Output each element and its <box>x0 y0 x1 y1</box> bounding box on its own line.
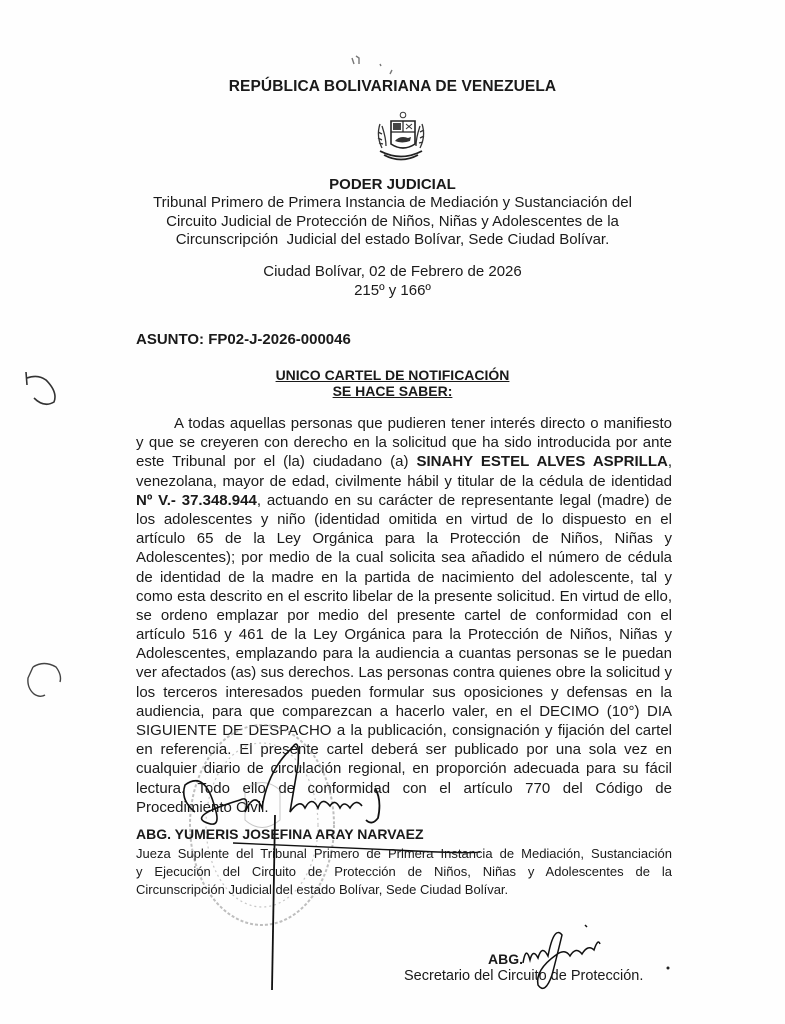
judge-role-line: Jueza Suplente del Tribunal Primero de Primera Instancia de Mediación, Sustanciación <box>136 846 672 861</box>
body-line <box>136 798 672 817</box>
body-line <box>136 529 672 548</box>
body-line <box>136 452 672 471</box>
court-line: Circuito Judicial de Protección de Niños, Niñas y Adolescentes de la <box>166 212 619 230</box>
emphasized-text: Nº V.- 37.348.944 <box>136 491 257 509</box>
body-text-segment: lectura. Todo ello de conformidad con el artículo 770 del Código de <box>136 779 672 797</box>
country-heading: REPÚBLICA BOLIVARIANA DE VENEZUELA <box>228 78 557 95</box>
body-line <box>136 625 672 644</box>
body-line <box>136 491 672 510</box>
body-line <box>136 759 672 778</box>
notice-body <box>136 414 672 817</box>
court-line: Tribunal Primero de Primera Instancia de Mediación y Sustanciación del <box>153 194 632 211</box>
venezuela-coat-of-arms-icon <box>372 110 430 165</box>
body-text-segment: este Tribunal por el (la) ciudadano (a) <box>136 453 417 471</box>
judge-name: ABG. YUMERIS JOSEFINA ARAY NARVAEZ <box>136 826 424 842</box>
case-subject <box>136 331 351 348</box>
notice-title-line-1: UNICO CARTEL DE NOTIFICACIÓN <box>275 367 510 383</box>
body-line <box>136 721 672 740</box>
body-line <box>136 548 672 567</box>
years-of-independence: 215º y 166º <box>354 281 431 299</box>
body-line <box>136 740 672 759</box>
body-text-segment: artículo 516 y 461 de la Ley Orgánica para la Protección de Niños, Niñas y <box>136 626 672 644</box>
subject-label: ASUNTO: <box>136 331 205 348</box>
institution-heading: PODER JUDICIAL <box>329 176 456 193</box>
body-text-segment: , <box>667 453 672 471</box>
body-text-segment: Adolescentes); por medio de la cual solicita sea añadido el número de cédula <box>136 549 672 567</box>
body-text-segment: y que se creyeren con derecho en la solicitud que ha sido introducida por ante <box>136 434 672 452</box>
body-text-segment: Procedimiento Civil. <box>136 798 269 816</box>
body-text-segment: los terceros interesados pueden formular sus oposiciones y defensas en la <box>136 683 672 701</box>
body-line <box>136 702 672 721</box>
body-text-segment: como esta descrito en el escrito libelar de la presente solicitud. En virtud de ello, <box>136 587 672 605</box>
judge-role-line: Circunscripción Judicial del estado Bolívar, Sede Ciudad Bolívar. <box>136 882 509 897</box>
speck <box>667 967 670 970</box>
body-text-segment: Adolescentes, emplazando para la audiencia a cuantas personas se le puedan <box>136 645 672 663</box>
body-line <box>136 587 672 606</box>
body-text-segment: cualquier diario de circulación regional, en proporción adecuada para su fácil <box>136 760 672 778</box>
body-text-segment: los adolescentes y niño (identidad omitida en virtud de lo dispuesto en el <box>136 510 672 528</box>
place-date: Ciudad Bolívar, 02 de Febrero de 2026 <box>263 263 522 280</box>
body-line <box>136 644 672 663</box>
notice-title-line-2: SE HACE SABER: <box>332 382 453 399</box>
body-text-segment: de identidad de la madre en la partida de nacimiento del adolescente, tal y <box>136 568 672 586</box>
body-text-segment: SIGUIENTE DE DESPACHO a la publicación, consignación y fijación del cartel <box>136 722 672 739</box>
body-text-segment: , actuando en su carácter de representante legal (madre) de <box>256 491 672 509</box>
body-text-segment: artículo 65 de la Ley Orgánica para la Protección de Niños, Niñas y <box>136 530 672 548</box>
body-text-segment: ver afectados (as) sus derechos. Las personas contra quienes obre la solicitud y <box>136 664 672 682</box>
body-line <box>136 510 672 529</box>
judge-role <box>136 845 672 899</box>
emphasized-text: SINAHY ESTEL ALVES ASPRILLA <box>416 453 668 471</box>
body-line <box>136 779 672 798</box>
body-line <box>136 414 672 433</box>
body-text-segment: venezolana, mayor de edad, civilmente hábil y titular de la cédula de identidad <box>136 472 672 490</box>
court-line: Circunscripción Judicial del estado Bolívar, Sede Ciudad Bolívar. <box>175 231 610 248</box>
punch-hole-mark-bottom <box>28 664 61 697</box>
body-text-segment: se ordeno emplazar por medio del presente cartel de conformidad con el <box>136 606 672 624</box>
notice-title <box>0 368 785 399</box>
secretary-role: Secretario del Circuito de Protección. <box>404 968 644 984</box>
body-line <box>136 683 672 702</box>
body-line <box>136 568 672 587</box>
body-line <box>136 472 672 491</box>
body-text-segment: audiencia, para que comparezcan a hacerlo valer, en el DECIMO (10°) DIA <box>136 702 672 720</box>
body-text-segment: A todas aquellas personas que pudieren tener interés directo o manifiesto <box>174 415 672 432</box>
body-line <box>136 663 672 682</box>
case-number: FP02-J-2026-000046 <box>208 331 351 348</box>
body-text-segment: en referencia. El presente cartel deberá ser publicado por una sola vez en <box>136 741 672 759</box>
date-block <box>0 263 785 300</box>
secretary-title: ABG. <box>488 951 523 967</box>
body-line <box>136 606 672 625</box>
body-line <box>136 433 672 452</box>
judge-role-line: y Ejecución del Circuito de Protección de Niños, Niñas y Adolescentes de la <box>136 864 672 879</box>
court-name <box>0 194 785 250</box>
